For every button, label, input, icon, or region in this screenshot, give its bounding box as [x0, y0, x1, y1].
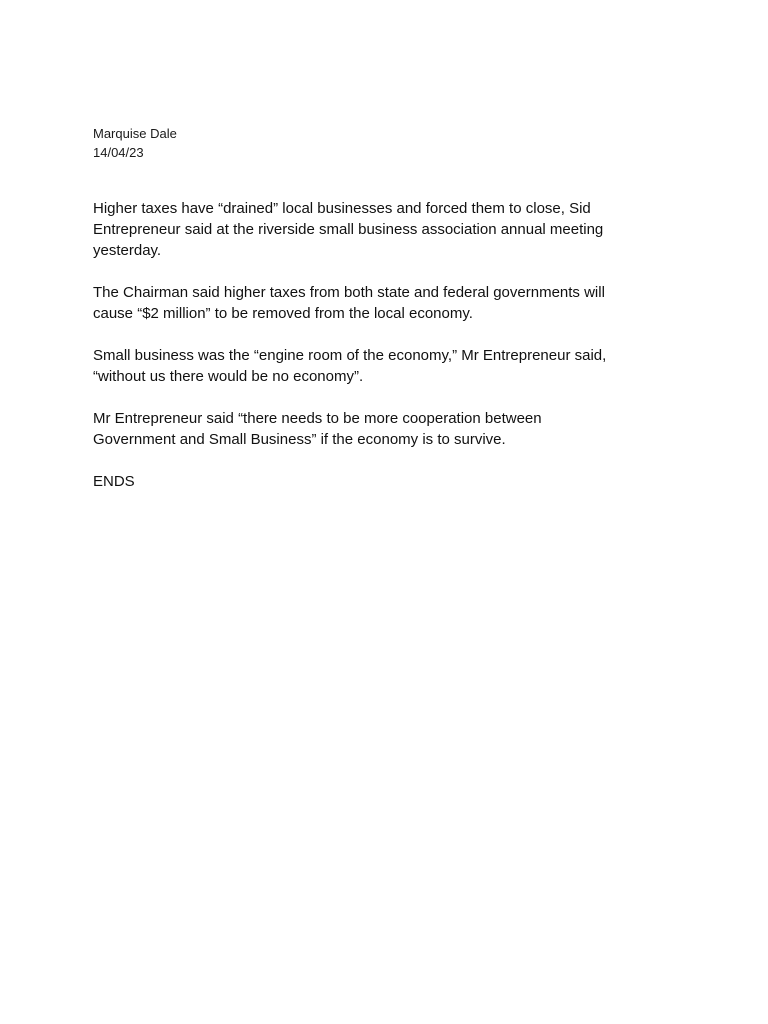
paragraph-line: Mr Entrepreneur said “there needs to be more cooperation between — [93, 410, 542, 427]
author-name: Marquise Dale — [93, 126, 177, 141]
paragraph-line: “without us there would be no economy”. — [93, 368, 364, 385]
ends-marker — [93, 471, 673, 492]
paragraph-2 — [93, 282, 673, 324]
paragraph-line: Higher taxes have “drained” local businesses and forced them to close, Sid — [93, 200, 591, 217]
document-date: 14/04/23 — [93, 145, 144, 160]
paragraph-4 — [93, 408, 673, 450]
article-body — [93, 198, 673, 513]
paragraph-line: Entrepreneur said at the riverside small business association annual meeting — [93, 221, 604, 238]
paragraph-1 — [93, 198, 673, 261]
paragraph-line: Small business was the “engine room of the economy,” Mr Entrepreneur said, — [93, 347, 607, 364]
paragraph-3 — [93, 345, 673, 387]
document-header — [93, 124, 177, 162]
paragraph-line: yesterday. — [93, 242, 162, 259]
paragraph-line: Government and Small Business” if the economy is to survive. — [93, 431, 506, 448]
paragraph-line: The Chairman said higher taxes from both state and federal governments will — [93, 284, 605, 301]
paragraph-line: ENDS — [93, 473, 135, 490]
paragraph-line: cause “$2 million” to be removed from the local economy. — [93, 305, 473, 322]
